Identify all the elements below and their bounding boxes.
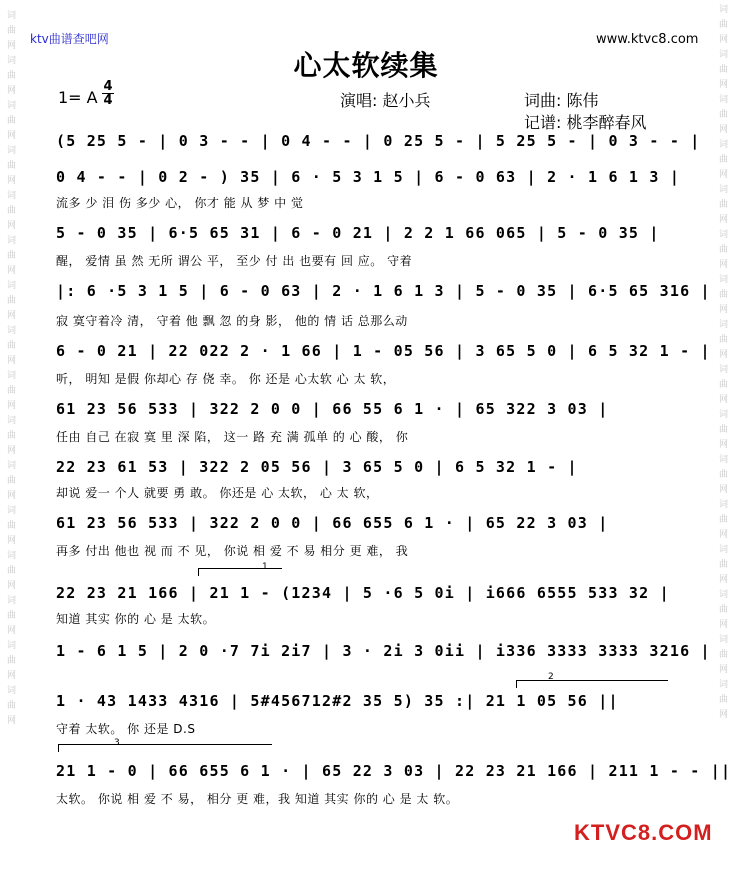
watermark-glyph: 曲 (717, 154, 727, 163)
score-row-8-notes: 61 23 56 533 | 322 2 0 0 | 66 655 6 1 · | 65 22 3 03 | (56, 514, 609, 532)
watermark-glyph: 词 (5, 685, 15, 694)
site-url-right: www.ktvc8.com (596, 32, 699, 47)
score-row-11-notes: 1 · 43 1433 4316 | 5#456712#2 35 5) 35 :| 21 1 05 56 || (56, 692, 619, 710)
score-row-3-notes: 5 - 0 35 | 6·5 65 31 | 6 - 0 21 | 2 2 1 66 065 | 5 - 0 35 | (56, 224, 660, 242)
watermark-glyph: 网 (5, 625, 15, 634)
watermark-glyph: 词 (5, 460, 15, 469)
watermark-glyph: 词 (5, 415, 15, 424)
watermark-glyph: 词 (5, 55, 15, 64)
watermark-glyph: 曲 (717, 334, 727, 343)
watermark-glyph: 网 (717, 619, 727, 628)
watermark-glyph: 词 (717, 454, 727, 463)
score-row-7-lyrics: 却说 爱一 个人 就要 勇 敢。 你还是 心 太软， 心 太 软， (56, 486, 379, 500)
watermark-glyph: 词 (5, 145, 15, 154)
score-row-4-lyrics: 寂 寞守着冷 清， 守着 他 飘 忽 的身 影， 他的 情 话 总那么动 (56, 314, 408, 328)
watermark-glyph: 网 (717, 709, 727, 718)
watermark-glyph: 曲 (717, 424, 727, 433)
watermark-glyph: 词 (5, 595, 15, 604)
watermark-glyph: 词 (5, 325, 15, 334)
score-row-1-notes: (5 25 5 - | 0 3 - - | 0 4 - - | 0 25 5 - | 5 25 5 - | 0 3 - - | (56, 132, 701, 150)
watermark-glyph: 网 (5, 670, 15, 679)
site-logo: KTVC8.COM (574, 820, 713, 845)
watermark-glyph: 曲 (717, 694, 727, 703)
watermark-glyph: 网 (5, 130, 15, 139)
watermark-glyph: 网 (717, 124, 727, 133)
watermark-glyph: 曲 (5, 700, 15, 709)
watermark-glyph: 词 (5, 550, 15, 559)
watermark-glyph: 曲 (717, 649, 727, 658)
watermark-glyph: 曲 (717, 109, 727, 118)
watermark-glyph: 曲 (717, 244, 727, 253)
watermark-glyph: 网 (717, 259, 727, 268)
watermark-glyph: 词 (717, 409, 727, 418)
watermark-glyph: 词 (5, 190, 15, 199)
watermark-glyph: 词 (717, 274, 727, 283)
watermark-glyph: 曲 (717, 19, 727, 28)
watermark-glyph: 网 (5, 445, 15, 454)
composer-credit: 词曲: 陈伟 (524, 91, 599, 110)
watermark-glyph: 网 (5, 715, 15, 724)
watermark-glyph: 曲 (5, 115, 15, 124)
watermark-glyph: 曲 (717, 379, 727, 388)
time-signature-top: 4 (103, 79, 113, 94)
score-row-5-lyrics: 听， 明知 是假 你却心 存 侥 幸。 你 还是 心太软 心 太 软， (56, 372, 396, 386)
volta-2-tick (516, 680, 517, 688)
site-name-left: ktv曲谱查吧网 (30, 32, 109, 46)
watermark-glyph: 网 (717, 79, 727, 88)
score-row-8-lyrics: 再多 付出 他也 视 而 不 见， 你说 相 爱 不 易 相分 更 难， 我 (56, 544, 409, 558)
watermark-glyph: 网 (717, 529, 727, 538)
watermark-glyph: 曲 (5, 475, 15, 484)
watermark-glyph: 曲 (5, 25, 15, 34)
watermark-glyph: 词 (5, 370, 15, 379)
watermark-glyph: 曲 (5, 295, 15, 304)
watermark-glyph: 网 (5, 40, 15, 49)
watermark-glyph: 网 (5, 85, 15, 94)
transcriber-credit: 记谱: 桃李醉春风 (524, 113, 647, 132)
song-title: 心太软续集 (293, 49, 439, 82)
volta-2-bracket (516, 680, 668, 681)
watermark-glyph: 曲 (5, 250, 15, 259)
watermark-right-column (714, 4, 730, 876)
watermark-glyph: 曲 (5, 205, 15, 214)
watermark-glyph: 网 (5, 355, 15, 364)
score-row-2-lyrics: 流多 少 泪 伤 多少 心， 你才 能 从 梦 中 觉 (56, 196, 304, 210)
watermark-glyph: 词 (717, 94, 727, 103)
watermark-glyph: 曲 (5, 520, 15, 529)
watermark-glyph: 网 (717, 34, 727, 43)
score-row-10-lyrics (56, 664, 668, 680)
watermark-glyph: 曲 (717, 559, 727, 568)
watermark-glyph: 曲 (5, 160, 15, 169)
volta-3-number: 3 (114, 738, 120, 748)
watermark-glyph: 词 (717, 364, 727, 373)
watermark-glyph: 网 (5, 400, 15, 409)
score-row-6-notes: 61 23 56 533 | 322 2 0 0 | 66 55 6 1 · | 65 322 3 03 | (56, 400, 609, 418)
watermark-glyph: 词 (717, 229, 727, 238)
score-row-7-notes: 22 23 61 53 | 322 2 05 56 | 3 65 5 0 | 6 5 32 1 - | (56, 458, 578, 476)
score-row-3-lyrics: 醒， 爱情 虽 然 无所 谓公 平， 至少 付 出 也要有 回 应。 守着 (56, 254, 413, 268)
watermark-glyph: 曲 (717, 64, 727, 73)
watermark-glyph: 词 (717, 49, 727, 58)
volta-2-number: 2 (548, 672, 554, 682)
watermark-glyph: 网 (5, 580, 15, 589)
watermark-glyph: 网 (5, 265, 15, 274)
volta-3-bracket (58, 744, 272, 745)
watermark-glyph: 曲 (5, 385, 15, 394)
score-row-4-notes: |: 6 ·5 3 1 5 | 6 - 0 63 | 2 · 1 6 1 3 | 5 - 0 35 | 6·5 65 316 | (56, 282, 711, 300)
watermark-left-column (2, 10, 18, 882)
watermark-glyph: 网 (717, 304, 727, 313)
watermark-glyph: 词 (5, 235, 15, 244)
watermark-glyph: 曲 (717, 604, 727, 613)
watermark-glyph: 曲 (5, 430, 15, 439)
score-row-10-notes: 1 - 6 1 5 | 2 0 ·7 7i 2i7 | 3 · 2i 3 0ii | i336 3333 3333 3216 | (56, 642, 711, 660)
watermark-glyph: 网 (717, 349, 727, 358)
watermark-glyph: 曲 (717, 469, 727, 478)
watermark-glyph: 曲 (5, 655, 15, 664)
watermark-glyph: 词 (717, 319, 727, 328)
watermark-glyph: 词 (717, 679, 727, 688)
volta-1-bracket (198, 568, 282, 569)
score-row-12-lyrics: 太软。 你说 相 爱 不 易， 相分 更 难，我 知道 其实 你的 心 是 太 软。 (56, 792, 459, 806)
watermark-glyph: 网 (717, 574, 727, 583)
watermark-glyph: 词 (717, 589, 727, 598)
score-row-2-notes: 0 4 - - | 0 2 - ) 35 | 6 · 5 3 1 5 | 6 - 0 63 | 2 · 1 6 1 3 | (56, 168, 681, 186)
watermark-glyph: 词 (717, 184, 727, 193)
watermark-glyph: 曲 (717, 514, 727, 523)
watermark-glyph: 词 (717, 544, 727, 553)
volta-1-tick (198, 568, 199, 576)
watermark-glyph: 词 (5, 505, 15, 514)
watermark-glyph: 词 (717, 139, 727, 148)
watermark-glyph: 网 (717, 439, 727, 448)
watermark-glyph: 网 (717, 664, 727, 673)
watermark-glyph: 网 (5, 490, 15, 499)
watermark-glyph: 曲 (5, 565, 15, 574)
watermark-glyph: 曲 (5, 70, 15, 79)
watermark-glyph: 网 (717, 214, 727, 223)
watermark-glyph: 词 (5, 280, 15, 289)
watermark-glyph: 词 (717, 499, 727, 508)
watermark-glyph: 曲 (5, 610, 15, 619)
volta-1-number: 1 (262, 562, 268, 572)
watermark-glyph: 网 (5, 535, 15, 544)
singer-credit: 演唱: 赵小兵 (340, 91, 431, 110)
score-row-9-lyrics: 知道 其实 你的 心 是 太软。 (56, 612, 216, 626)
watermark-glyph: 网 (5, 175, 15, 184)
watermark-glyph: 网 (5, 310, 15, 319)
watermark-glyph: 词 (717, 634, 727, 643)
watermark-glyph: 词 (717, 4, 727, 13)
watermark-glyph: 曲 (717, 289, 727, 298)
key-signature: 1= A (58, 88, 98, 107)
watermark-glyph: 词 (5, 10, 15, 19)
score-row-9-notes: 22 23 21 166 | 21 1 - (1234 | 5 ·6 5 0i | i666 6555 533 32 | (56, 584, 670, 602)
watermark-glyph: 曲 (717, 199, 727, 208)
watermark-glyph: 网 (5, 220, 15, 229)
watermark-glyph: 网 (717, 394, 727, 403)
watermark-glyph: 网 (717, 169, 727, 178)
score-row-11-lyrics: 守着 太软。 你 还是 D.S (56, 722, 196, 736)
score-row-6-lyrics: 任由 自己 在寂 寞 里 深 陷， 这一 路 充 满 孤单 的 心 酸， 你 (56, 430, 409, 444)
volta-3-tick (58, 744, 59, 752)
time-signature-bottom: 4 (103, 93, 113, 108)
watermark-glyph: 词 (5, 100, 15, 109)
score-row-5-notes: 6 - 0 21 | 22 022 2 · 1 66 | 1 - 05 56 | 3 65 5 0 | 6 5 32 1 - | (56, 342, 711, 360)
watermark-glyph: 曲 (5, 340, 15, 349)
time-signature (102, 80, 114, 107)
score-row-12-notes: 21 1 - 0 | 66 655 6 1 · | 65 22 3 03 | 22 23 21 166 | 211 1 - - || (56, 762, 732, 780)
watermark-glyph: 网 (717, 484, 727, 493)
watermark-glyph: 词 (5, 640, 15, 649)
